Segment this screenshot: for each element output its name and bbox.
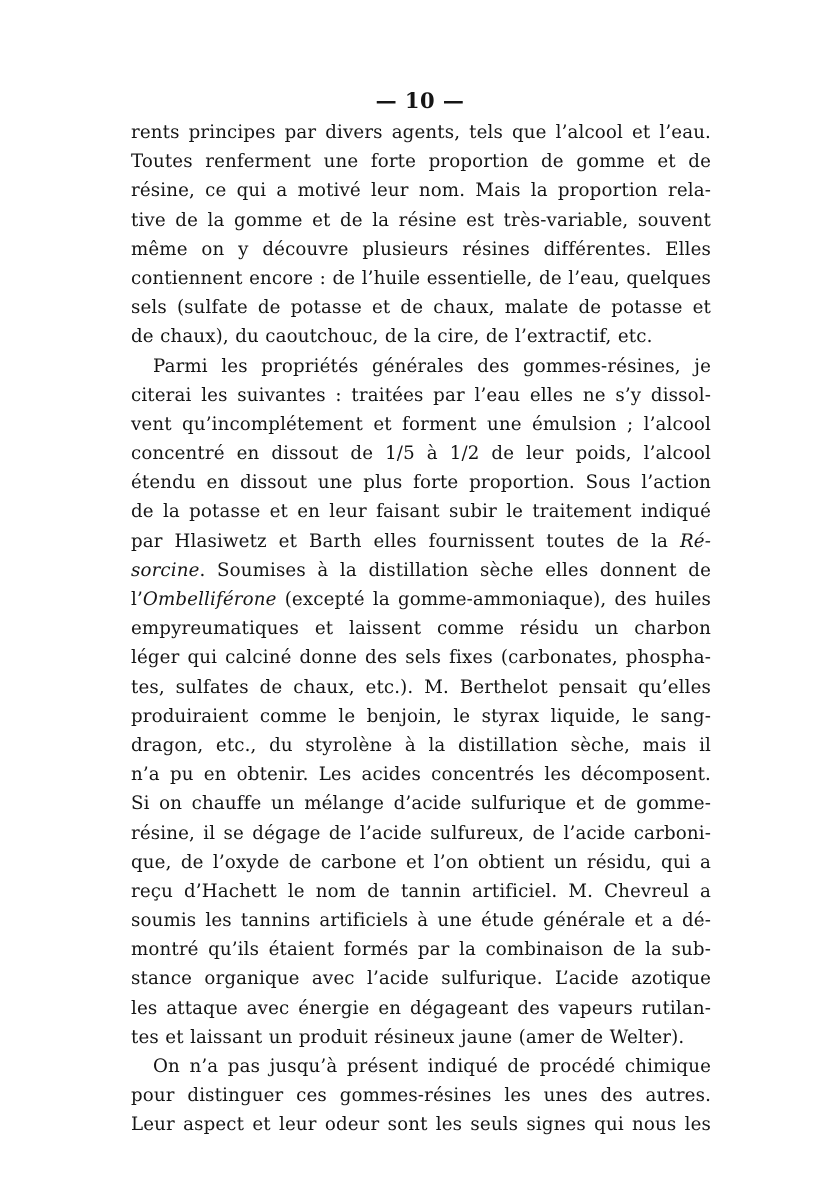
text-line: rents principes par divers agents, tels que l’alcool et l’eau. [131, 122, 711, 143]
text-line: Leur aspect et leur odeur sont les seuls signes qui nous les [131, 1114, 711, 1136]
text-line: sels (sulfate de potasse et de chaux, malate de potasse et [131, 297, 711, 319]
text-line: dragon, etc., du styrolène à la distillation sèche, mais il [131, 734, 711, 756]
text-line: concentré en dissout de 1/5 à 1/2 de leur poids, l’alcool [131, 443, 711, 465]
text-line: n’a pu en obtenir. Les acides concentrés les décomposent. [131, 764, 711, 786]
text-line: montré qu’ils étaient formés par la combinaison de la sub- [131, 939, 711, 961]
page-number: — 10 — [375, 88, 465, 113]
text-line: sorcine. Soumises à la distillation sèche elles donnent de [131, 559, 711, 581]
text-line: léger qui calciné donne des sels fixes (carbonates, phospha- [131, 647, 711, 669]
text-line: Si on chauffe un mélange d’acide sulfurique et de gomme- [131, 793, 711, 815]
text-line: empyreumatiques et laissent comme résidu un charbon [131, 618, 711, 640]
italic-term: Ombelliférone [142, 589, 277, 610]
text-line: par Hlasiwetz et Barth elles fournissent toutes de la Ré- [131, 530, 711, 552]
text-line: Parmi les propriétés générales des gommes-résines, je [153, 355, 711, 377]
text-line: vent qu’incomplétement et forment une émulsion ; l’alcool [131, 413, 711, 435]
text-line: même on y découvre plusieurs résines différentes. Elles [131, 238, 711, 260]
text-line: pour distinguer ces gommes-résines les unes des autres. [131, 1085, 711, 1107]
text-line: résine, il se dégage de l’acide sulfureux, de l’acide carboni- [131, 822, 711, 844]
text-line: de chaux), du caoutchouc, de la cire, de l’extractif, etc. [131, 326, 653, 348]
text-line: citerai les suivantes : traitées par l’eau elles ne s’y dissol- [131, 384, 711, 406]
text-line: tive de la gomme et de la résine est très-variable, souvent [131, 209, 711, 231]
text-line: soumis les tannins artificiels à une étude générale et a dé- [131, 910, 711, 932]
italic-term: Ré- [679, 530, 711, 552]
text-line: étendu en dissout une plus forte proportion. Sous l’action [131, 472, 711, 494]
text-line: Toutes renferment une forte proportion de gomme et de [131, 151, 711, 173]
text-line: que, de l’oxyde de carbone et l’on obtient un résidu, qui a [131, 851, 711, 873]
italic-term: sorcine [131, 559, 200, 581]
text-line: stance organique avec l’acide sulfurique. L’acide azotique [131, 968, 711, 990]
text-line: résine, ce qui a motivé leur nom. Mais la proportion rela- [131, 180, 711, 202]
text-line: reçu d’Hachett le nom de tannin artificiel. M. Chevreul a [131, 880, 711, 902]
body-text [131, 118, 711, 1140]
text-line: contiennent encore : de l’huile essentielle, de l’eau, quelques [131, 267, 711, 289]
text-line: tes, sulfates de chaux, etc.). M. Berthelot pensait qu’elles [131, 676, 711, 698]
text-line: On n’a pas jusqu’à présent indiqué de procédé chimique [153, 1056, 711, 1077]
text-line: tes et laissant un produit résineux jaune (amer de Welter). [131, 1026, 685, 1048]
text-line: les attaque avec énergie en dégageant des vapeurs rutilan- [131, 997, 711, 1019]
text-line: de la potasse et en leur faisant subir le traitement indiqué [131, 501, 711, 523]
text-line: produiraient comme le benjoin, le styrax liquide, le sang- [131, 705, 711, 727]
text-line: l’Ombelliférone (excepté la gomme-ammoniaque), des huiles [131, 589, 711, 610]
